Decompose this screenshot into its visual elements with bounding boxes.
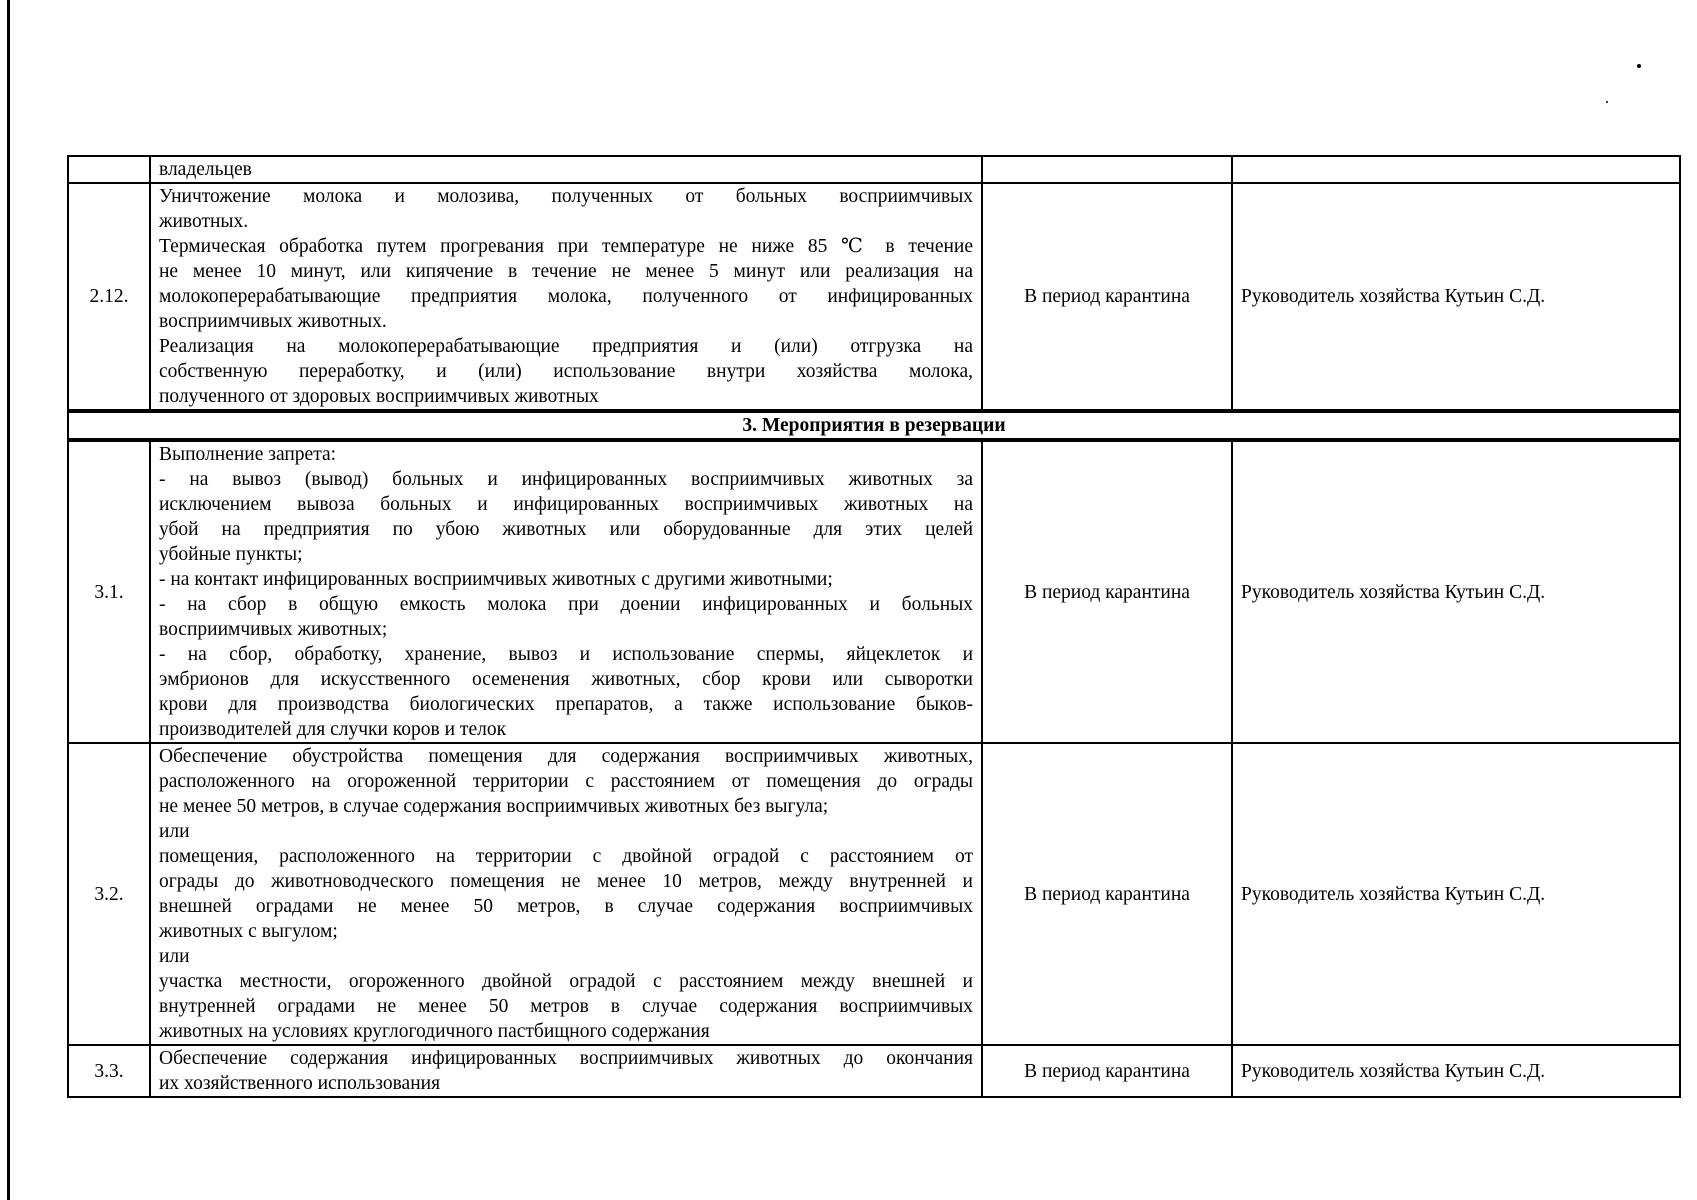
- table-row: [68, 440, 1680, 743]
- responsible-cell: Руководитель хозяйства Кутьин С.Д.: [1232, 1045, 1680, 1097]
- table-row: [68, 1045, 1680, 1097]
- row-number: 3.2.: [68, 743, 150, 1045]
- table-row: [68, 183, 1680, 411]
- row-number: 3.3.: [68, 1045, 150, 1097]
- measure-text: Выполнение запрета: - на вывоз (вывод) больных и инфицированных восприимчивых животных за исключением вывоза больных и инфицированных восприимчивых животных на убой на предприятия по убою животных или оборудованные для этих целей убойные пункты; - на контакт инфицированных восприимчивых животных с другими животными; - на сбор в общую емкость молока при доении инфицированных и больных восприимчивых животных; - на сбор, обработку, хранение, вывоз и использование спермы, яйцеклеток и эмбрионов для искусственного осеменения животных, сбор крови или сыворотки крови для производства биологических препаратов, а также использование быков- производителей для случки коров и телок: [150, 440, 982, 743]
- measure-text: Уничтожение молока и молозива, полученных от больных восприимчивых животных. Термическая обработка путем прогревания при температуре не ниже 85 ℃ в течение не менее 10 минут, или кипячение в течение не менее 5 минут или реализация на молокоперерабатывающие предприятия молока, полученного от инфицированных восприимчивых животных. Реализация на молокоперерабатывающие предприятия и (или) отгрузка на собственную переработку, и (или) использование внутри хозяйства молока, полученного от здоровых восприимчивых животных: [150, 183, 982, 411]
- scan-speck: [1637, 64, 1641, 68]
- term-cell: В период карантина: [982, 183, 1232, 411]
- responsible-cell: [1232, 156, 1680, 183]
- responsible-cell: Руководитель хозяйства Кутьин С.Д.: [1232, 183, 1680, 411]
- row-number: 3.1.: [68, 440, 150, 743]
- page-margin-line: [7, 0, 10, 1200]
- measure-text: Обеспечение обустройства помещения для содержания восприимчивых животных, расположенного на огороженной территории с расстоянием от помещения до ограды не менее 50 метров, в случае содержания восприимчивых животных без выгула; или помещения, расположенного на территории с двойной оградой с расстоянием от ограды до животноводческого помещения не менее 10 метров, между внутренней и внешней оградами не менее 50 метров, в случае содержания восприимчивых животных с выгулом; или участка местности, огороженного двойной оградой с расстоянием между внешней и внутренней оградами не менее 50 метров в случае содержания восприимчивых животных на условиях круглогодичного пастбищного содержания: [150, 743, 982, 1045]
- table-row: [68, 156, 1680, 183]
- term-cell: В период карантина: [982, 440, 1232, 743]
- section-header-row: [68, 411, 1680, 440]
- row-number: 2.12.: [68, 183, 150, 411]
- term-cell: [982, 156, 1232, 183]
- table-row: [68, 743, 1680, 1045]
- responsible-cell: Руководитель хозяйства Кутьин С.Д.: [1232, 743, 1680, 1045]
- term-cell: В период карантина: [982, 743, 1232, 1045]
- measure-text: владельцев: [150, 156, 982, 183]
- measure-text: Обеспечение содержания инфицированных восприимчивых животных до окончания их хозяйственного использования: [150, 1045, 982, 1097]
- responsible-cell: Руководитель хозяйства Кутьин С.Д.: [1232, 440, 1680, 743]
- scan-speck: [1606, 101, 1608, 103]
- term-cell: В период карантина: [982, 1045, 1232, 1097]
- row-number: [68, 156, 150, 183]
- measures-table: [67, 155, 1681, 1098]
- section-title: 3. Мероприятия в резервации: [68, 411, 1680, 440]
